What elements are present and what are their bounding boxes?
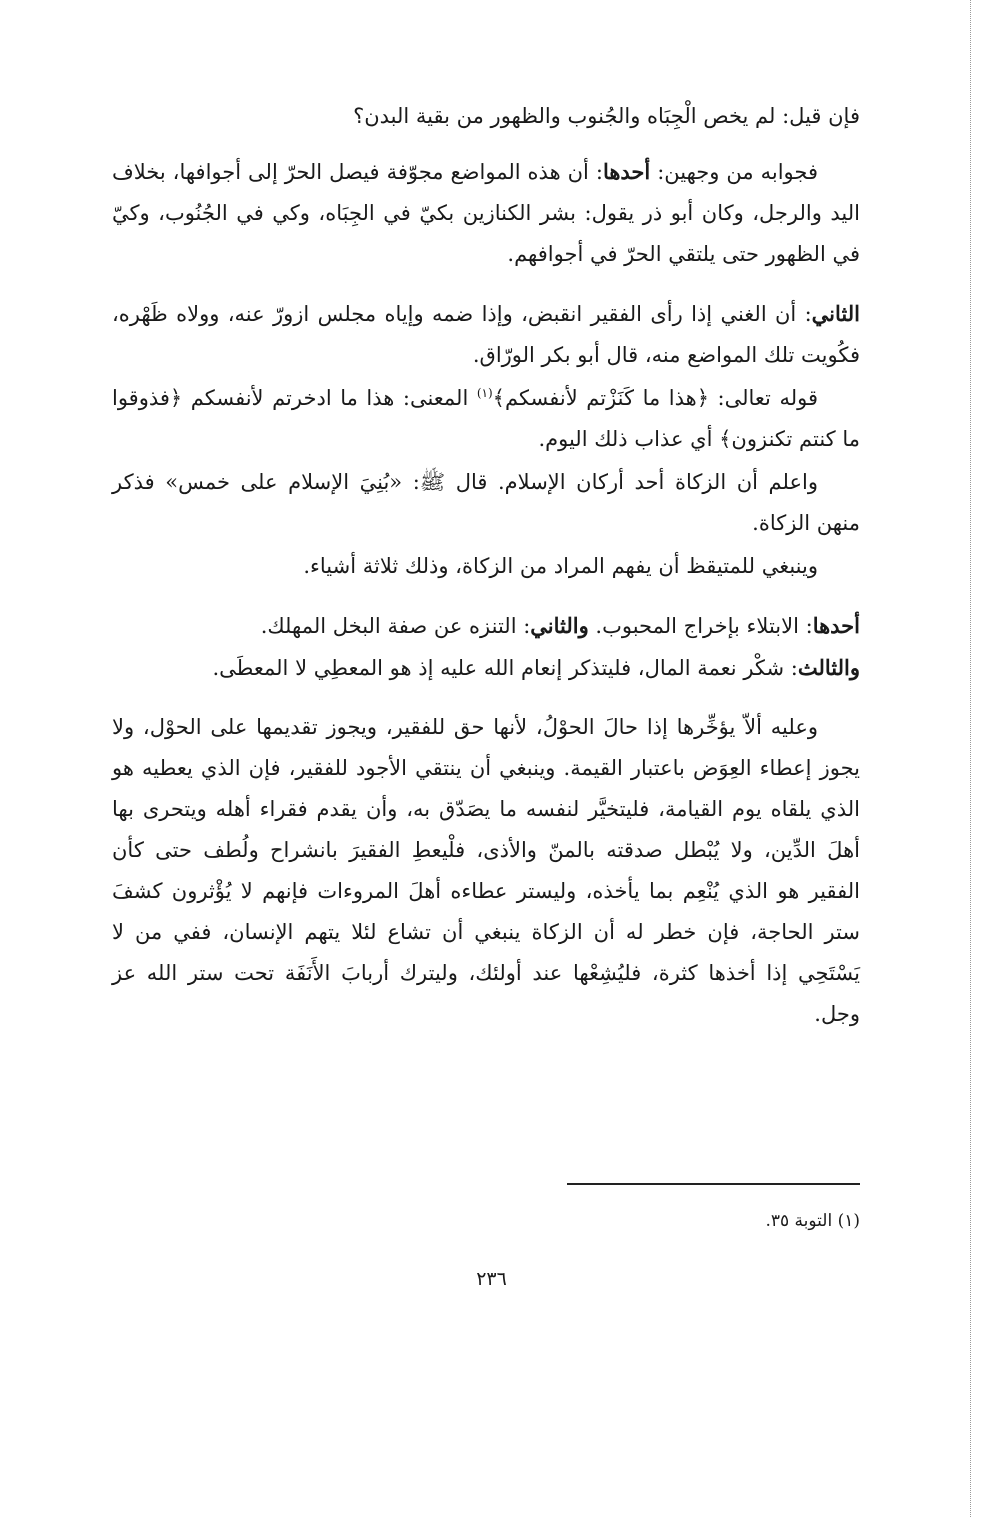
- page-body: [112, 96, 860, 1035]
- second-text: : أن الغني إذا رأى الفقير انقبض، وإذا ضمه وإياه مجلس ازورّ عنه، وولاه ظَهْره، فكُويت تلك المواضع منه، قال أبو بكر الورّاق.: [112, 302, 860, 367]
- item1-label: أحدها: [812, 613, 860, 638]
- items-paragraph: [112, 605, 860, 689]
- second-label: الثاني: [811, 301, 860, 326]
- first-text: : أن هذه المواضع مجوّفة فيصل الحرّ إلى أجوافها، بخلاف اليد والرجل، وكان أبو ذر يقول: بشر الكنازين بكيّ في الجِبَاه، وكي في الجُنُوب، وكيّ في الظهور حتى يلتقي الحرّ في أجوافهم.: [112, 160, 860, 266]
- three-things-paragraph: [112, 546, 860, 587]
- zakat-pillar-text: واعلم أن الزكاة أحد أركان الإسلام. قال ﷺ: «بُنِيَ الإسلام على خمس» فذكر منهن الزكاة.: [112, 470, 860, 535]
- page-number: ٢٣٦: [476, 1268, 507, 1290]
- item2-text: : التنزه عن صفة البخل المهلك.: [260, 614, 531, 638]
- item1-text: : الابتلاء بإخراج المحبوب.: [588, 614, 813, 638]
- footnote-ref: (١): [476, 386, 493, 400]
- footnote: (١) التوبة ٣٥.: [765, 1211, 860, 1231]
- item3-label: والثالث: [797, 655, 860, 680]
- item3-text: : شكْر نعمة المال، فليتذكر إنعام الله عليه إذ هو المعطِي لا المعطَى.: [212, 656, 798, 680]
- three-things-text: وينبغي للمتيقظ أن يفهم المراد من الزكاة، وذلك ثلاثة أشياء.: [303, 554, 818, 578]
- answer-paragraph: [112, 151, 860, 275]
- verse-meaning: المعنى: هذا ما ادخرتم لأنفسكم ﴿فذوقوا ما كنتم تكنزون﴾ أي عذاب ذلك اليوم.: [112, 386, 860, 451]
- verse-paragraph: [112, 378, 860, 460]
- final-text: وعليه ألاّ يؤخِّرها إذا حالَ الحوْلُ، لأنها حق للفقير، ويجوز تقديمها على الحوْل، ولا يجوز إعطاء العِوَض باعتبار القيمة. وينبغي أن ينتقي الأجود للفقير، فإن الذي يعطيه هو الذي يلقاه يوم القيامة، فليتخيَّر لنفسه ما يصَدّق به، وأن يقدم فقراء أهله ويتحرى بها أهلَ الدِّين، ولا يُبْطل صدقته بالمنّ والأذى، فلْيعطِ الفقيرَ بانشراح ولُطف حتى كأن الفقير هو الذي يُنْعِم بما يأخذه، وليستر عطاءه أهلَ المروءات فإنهم لا يُؤْثرون كشفَ ستر الحاجة، فإن خطر له أن الزكاة ينبغي أن تشاع لئلا يتهم الإنسان، ففي من لا يَسْتَحِي إذا أخذها كثرة، فليُشِعْها عند أولئك، وليترك أربابَ الأَنَفَة تحت ستر الله عز وجل.: [112, 715, 860, 1026]
- question-text: فإن قيل: لم يخص الْجِبَاه والجُنوب والظهور من بقية البدن؟: [353, 104, 860, 128]
- second-paragraph: [112, 293, 860, 376]
- zakat-pillar-paragraph: [112, 462, 860, 544]
- answer-intro: فجوابه من وجهين:: [650, 160, 818, 184]
- verse-text: قوله تعالى: ﴿هذا ما كَنَزْتم لأنفسكم﴾: [492, 386, 818, 410]
- item2-label: والثاني: [530, 613, 589, 638]
- footnote-rule: [567, 1183, 860, 1185]
- final-paragraph: [112, 707, 860, 1035]
- question-paragraph: [112, 96, 860, 137]
- first-label: أحدها: [602, 159, 651, 184]
